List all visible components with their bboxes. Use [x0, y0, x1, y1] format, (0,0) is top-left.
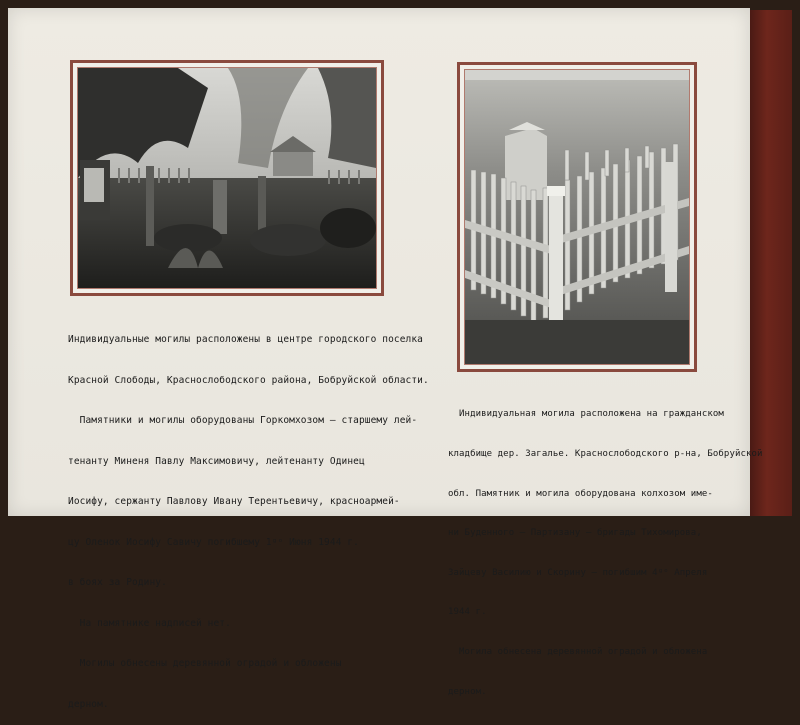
right-caption-line: дерном.: [448, 686, 487, 697]
right-caption-line: Индивидуальная могила расположена на гражданском: [448, 409, 724, 420]
left-cemetery-photo: [78, 68, 376, 288]
left-caption-line: цу Оленок Иосифу Савичу погибшему 1ᵍᵒ Июня 1944 г.: [68, 536, 359, 548]
right-photo-frame: [457, 62, 697, 372]
right-caption-line: Зайцеву Василию и Скорину – погибшим 4ᵍᵒ Апреля: [448, 567, 708, 578]
left-caption-line: дерном.: [68, 698, 109, 710]
left-caption-line: в боях за Родину.: [68, 577, 167, 588]
right-caption-line: ни Буденного – Партизану – бригады Тихомирова,: [448, 528, 702, 539]
left-caption-line: На памятнике надписей нет.: [68, 617, 231, 629]
right-caption-line: Могила обнесена деревянной оградой и обложена: [448, 647, 708, 658]
left-caption-line: Индивидуальные могилы расположены в центре городского поселка: [68, 334, 423, 345]
left-caption-line: Могилы обнесены деревянной оградой и обложены: [68, 658, 342, 669]
left-photo-frame: [70, 60, 384, 296]
right-caption-line: кладбище дер. Загалье. Краснослободского р-на, Бобруйской: [448, 449, 763, 460]
right-caption-line: 1944 г.: [448, 607, 487, 618]
left-caption-line: тенанту Миненя Павлу Максимовичу, лейтенанту Одинец: [68, 455, 365, 467]
left-caption-line: Иосифу, сержанту Павлову Ивану Терентьевичу, красноармей-: [68, 496, 400, 507]
right-caption: [448, 382, 763, 712]
right-caption-line: обл. Памятник и могила оборудована колхозом имe-: [448, 488, 713, 499]
right-grave-photo: [465, 70, 689, 364]
left-caption-line: Красной Слободы, Краснослободского района, Бобруйской области.: [68, 374, 429, 386]
left-caption-line: Памятники и могилы оборудованы Горкомхозом – старшему лей-: [68, 415, 418, 426]
left-caption: [68, 306, 429, 725]
